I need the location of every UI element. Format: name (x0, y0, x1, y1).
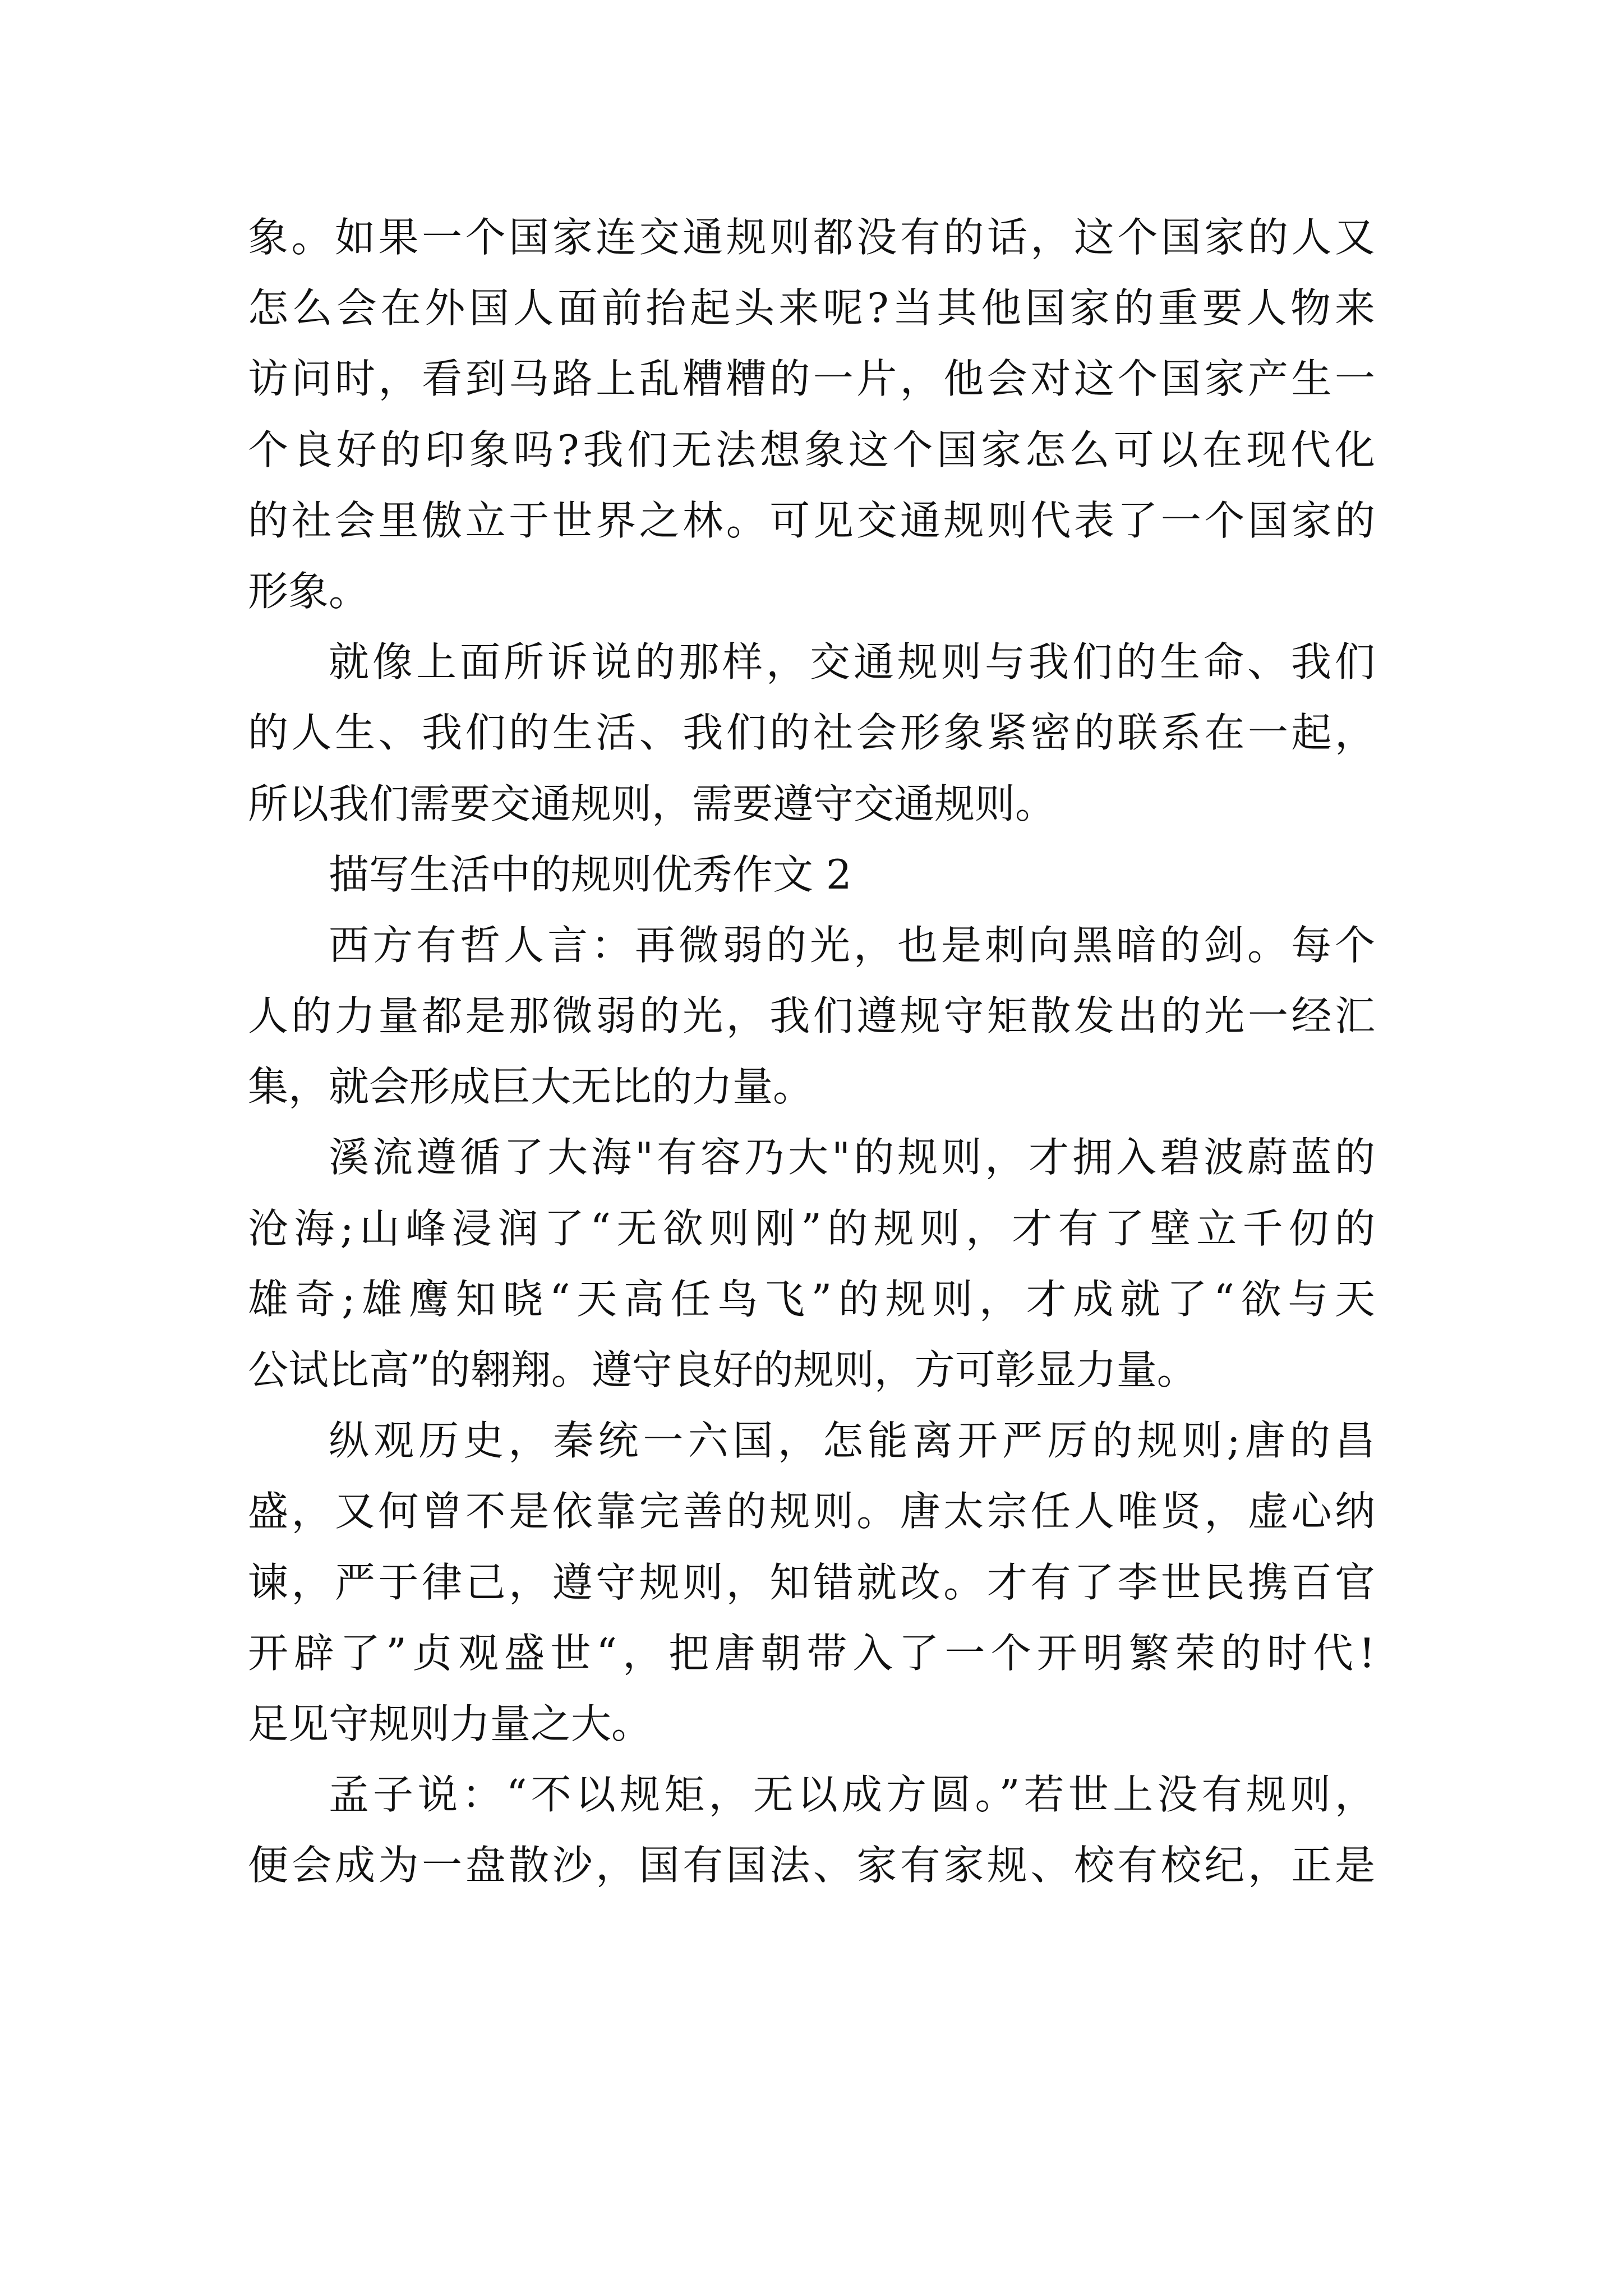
text-line: 人的力量都是那微弱的光，我们遵规守矩散发出的光一经汇 (248, 992, 1375, 1040)
text-line: 足见守规则力量之大。 (248, 1700, 652, 1747)
text-line: 谏，严于律己，遵守规则，知错就改。才有了李世民携百官 (248, 1558, 1375, 1606)
text-line: 所以我们需要交通规则，需要遵守交通规则。 (248, 780, 1056, 827)
paragraph-start-line: 西方有哲人言：再微弱的光，也是刺向黑暗的剑。每个 (329, 921, 1375, 969)
section-heading: 描写生活中的规则优秀作文 2 (329, 850, 852, 898)
text-line: 开辟了”贞观盛世“，把唐朝带入了一个开明繁荣的时代! (248, 1629, 1375, 1677)
text-line: 的社会里傲立于世界之林。可见交通规则代表了一个国家的 (248, 496, 1375, 544)
paragraph-start-line: 孟子说：“不以规矩，无以成方圆。”若世上没有规则， (329, 1771, 1375, 1819)
paragraph-start-line: 溪流遵循了大海"有容乃大"的规则，才拥入碧波蔚蓝的 (329, 1134, 1375, 1181)
body-text (248, 202, 1375, 1901)
text-line: 集，就会形成巨大无比的力量。 (248, 1063, 814, 1111)
text-line: 沧海;山峰浸润了“无欲则刚”的规则，才有了壁立千仞的 (248, 1204, 1375, 1252)
text-line: 盛，又何曾不是依靠完善的规则。唐太宗任人唯贤，虚心纳 (248, 1488, 1375, 1535)
text-line: 公试比高”的翱翔。遵守良好的规则，方可彰显力量。 (248, 1346, 1197, 1393)
text-line: 个良好的印象吗?我们无法想象这个国家怎么可以在现代化 (248, 426, 1375, 473)
paragraph-start-line: 纵观历史，秦统一六国，怎能离开严厉的规则;唐的昌 (329, 1417, 1375, 1465)
text-line: 雄奇;雄鹰知晓“天高任鸟飞”的规则，才成就了“欲与天 (248, 1275, 1375, 1323)
paragraph-start-line: 就像上面所诉说的那样，交通规则与我们的生命、我们 (329, 638, 1375, 686)
text-line: 便会成为一盘散沙，国有国法、家有家规、校有校纪，正是 (248, 1842, 1375, 1889)
text-line: 形象。 (248, 567, 370, 615)
text-line: 象。如果一个国家连交通规则都没有的话，这个国家的人又 (248, 214, 1375, 261)
text-line: 访问时，看到马路上乱糟糟的一片，他会对这个国家产生一 (248, 355, 1375, 403)
text-line: 的人生、我们的生活、我们的社会形象紧密的联系在一起， (248, 709, 1375, 757)
text-line: 怎么会在外国人面前抬起头来呢?当其他国家的重要人物来 (248, 284, 1375, 332)
